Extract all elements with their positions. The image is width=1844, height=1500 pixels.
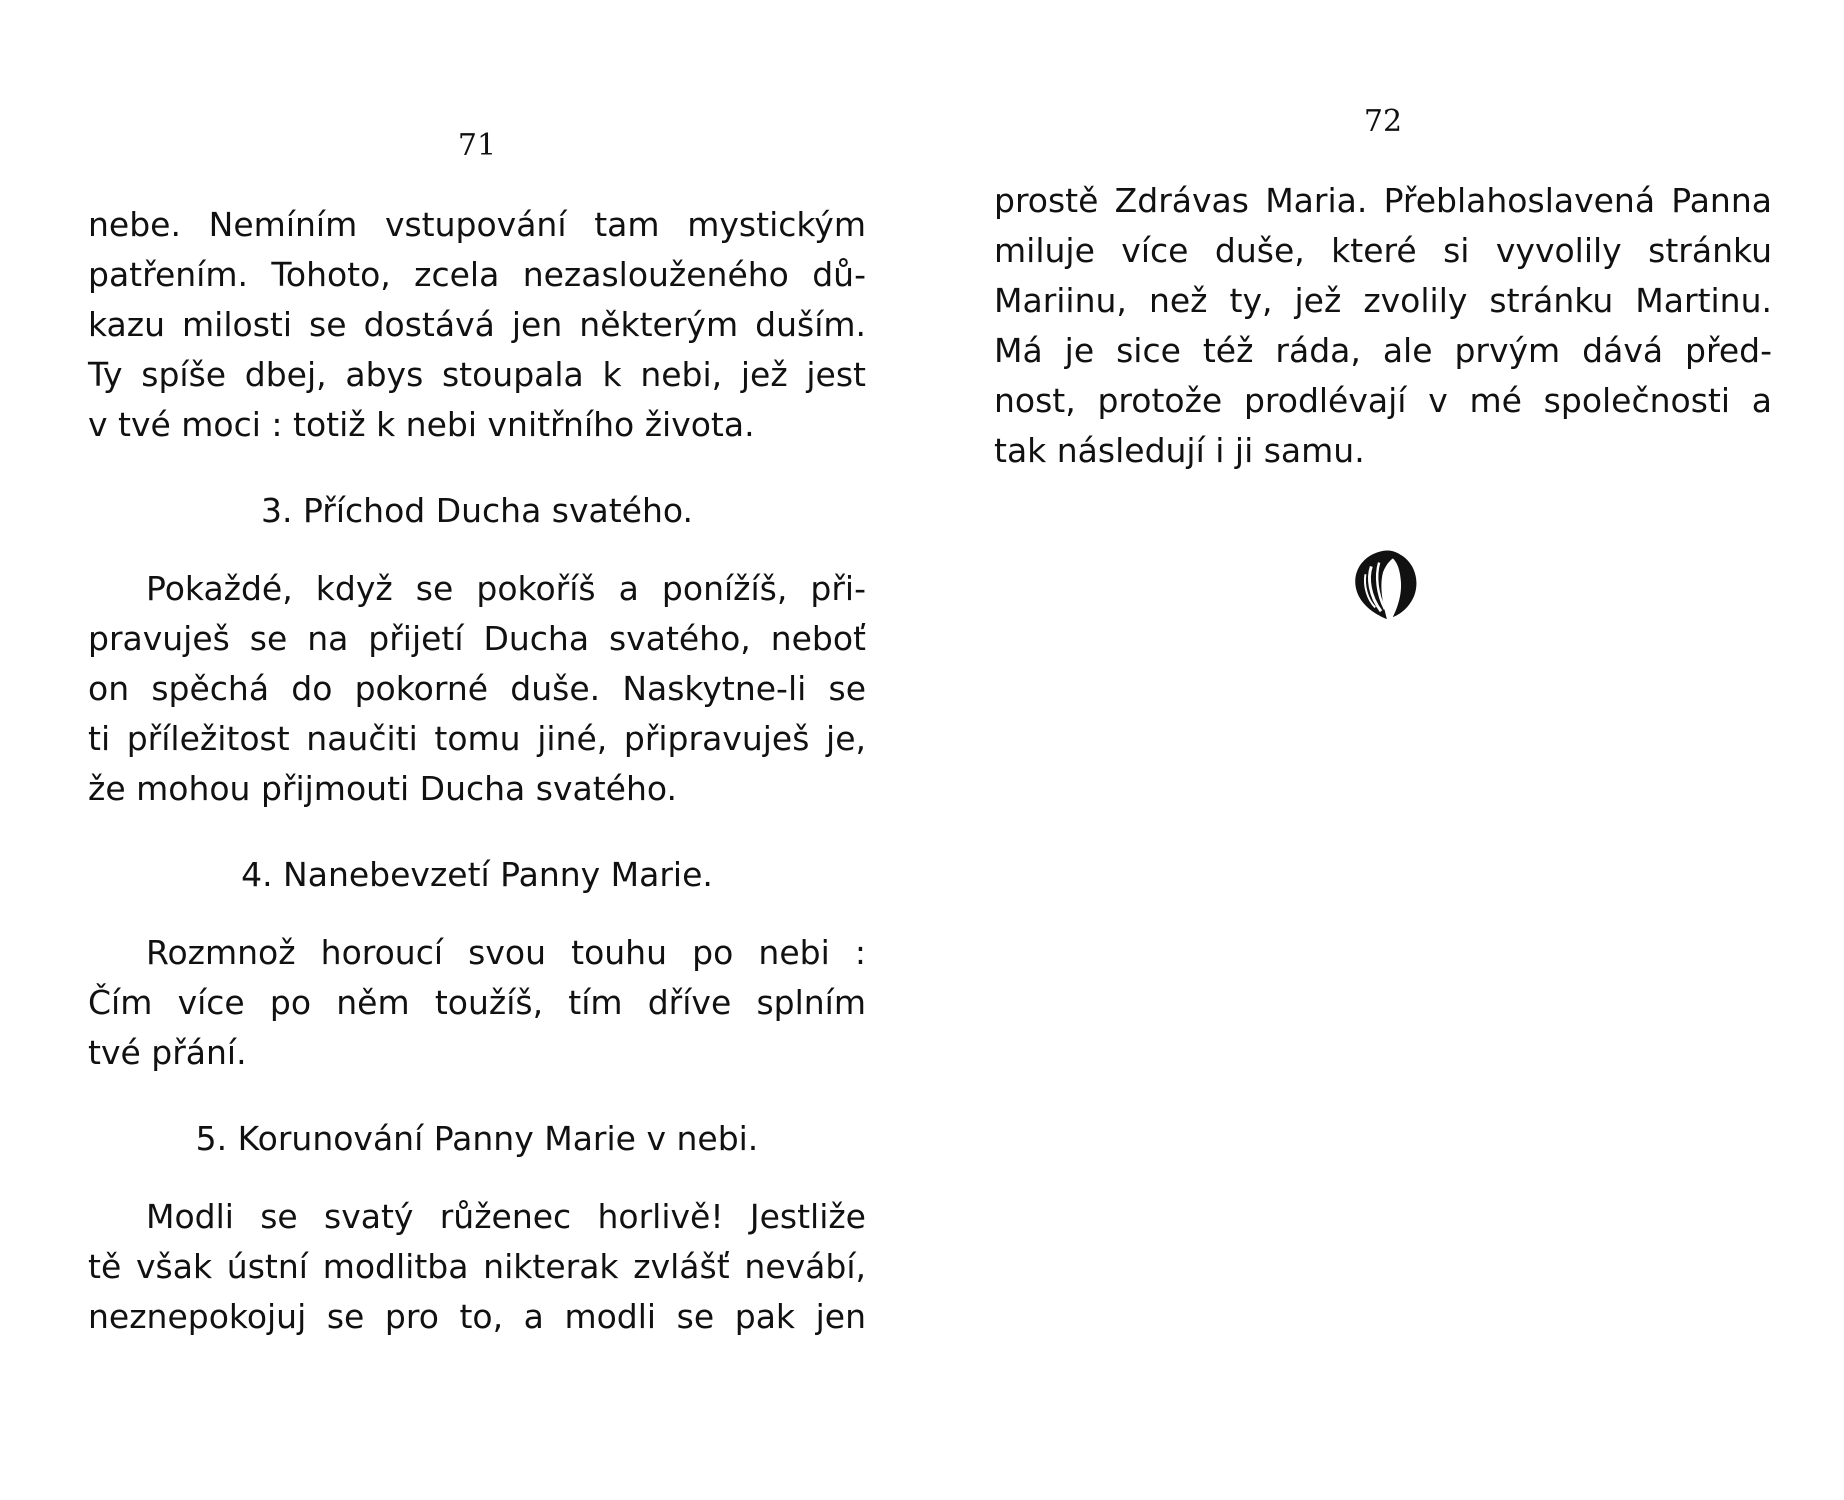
text-line: Rozmnož horoucí svou touhu po nebi : [146,933,866,972]
text-line: nost, protože prodlévají v mé společnosti a [994,381,1772,420]
page-body [994,176,1772,476]
page-body [88,200,866,1342]
section-heading: 4. Nanebevzetí Panny Marie. [241,855,713,894]
text-line: kazu milosti se dostává jen některým duším. [88,305,866,344]
text-line: Modli se svatý růženec horlivě! Jestliže [146,1197,866,1236]
text-line: Má je sice též ráda, ale prvým dává před- [994,331,1772,370]
text-line: tvé přání. [88,1033,247,1072]
text-line: pravuješ se na přijetí Ducha svatého, neboť [88,619,866,658]
text-line: patřením. Tohoto, zcela nezaslouženého dů- [88,255,866,294]
text-line: ti příležitost naučiti tomu jiné, připravuješ je, [88,719,866,758]
paragraph [88,1192,866,1342]
text-line: Mariinu, než ty, jež zvolily stránku Martinu. [994,281,1772,320]
leaf-ornament-icon [1344,545,1422,623]
text-line: Čím více po něm toužíš, tím dříve splním [88,983,866,1022]
text-line: miluje více duše, které si vyvolily stránku [994,231,1772,270]
text-line: tak následují i ji samu. [994,431,1365,470]
page-number: 71 [457,128,497,163]
paragraph [88,928,866,1078]
text-line: že mohou přijmouti Ducha svatého. [88,769,677,808]
text-line: Ty spíše dbej, abys stoupala k nebi, jež jest [88,355,866,394]
section-heading: 5. Korunování Panny Marie v nebi. [195,1119,759,1158]
text-line: neznepokojuj se pro to, a modli se pak jen [88,1297,866,1336]
text-line: nebe. Nemíním vstupování tam mystickým [88,205,866,244]
paragraph [994,176,1772,476]
page-number: 72 [1363,104,1403,139]
text-line: Pokaždé, když se pokoříš a ponížíš, při- [146,569,866,608]
paragraph [88,564,866,814]
text-line: on spěchá do pokorné duše. Naskytne-li se [88,669,866,708]
text-line: v tvé moci : totiž k nebi vnitřního života. [88,405,755,444]
section-heading: 3. Příchod Ducha svatého. [260,491,693,530]
text-line: prostě Zdrávas Maria. Přeblahoslavená Panna [994,181,1772,220]
text-line: tě však ústní modlitba nikterak zvlášť nevábí, [88,1247,866,1286]
paragraph [88,200,866,450]
